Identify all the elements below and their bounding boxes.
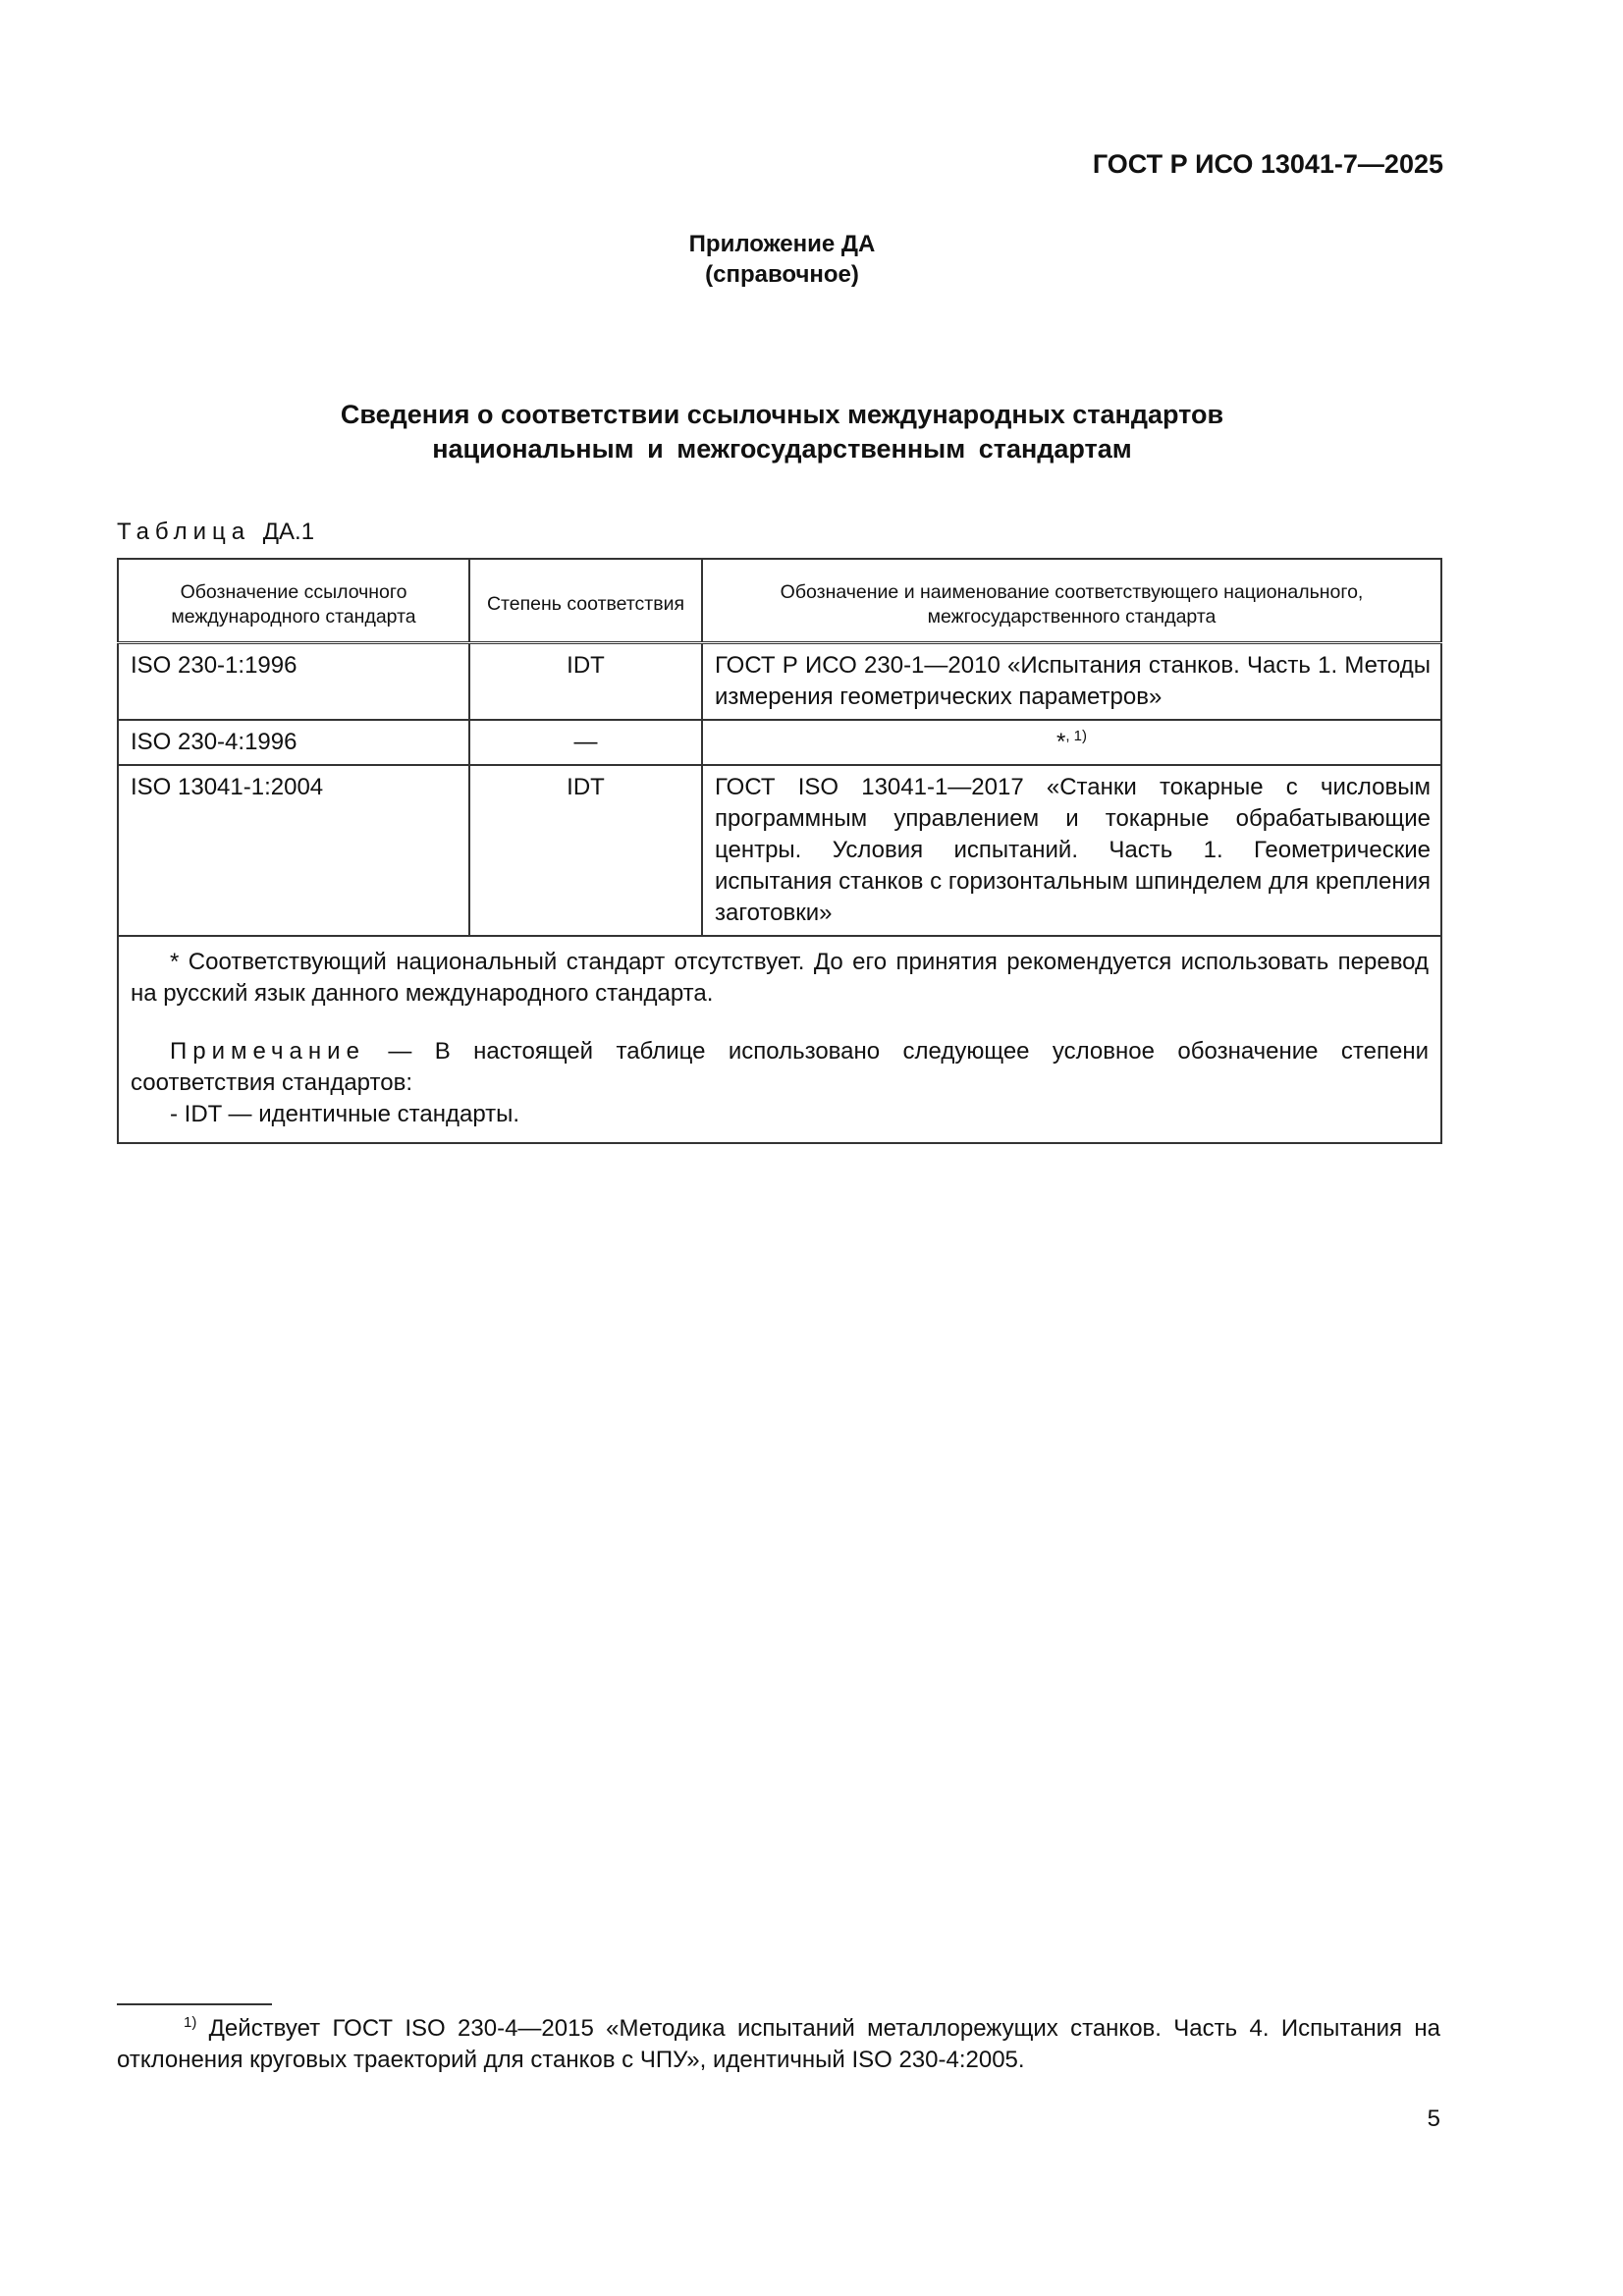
asterisk-mark: * [1055, 729, 1066, 755]
footnote-divider [117, 2003, 272, 2005]
annex-title-block [0, 229, 1564, 290]
cell-ref: ISO 230-1:1996 [118, 643, 469, 721]
table-row [118, 765, 1441, 936]
table-footer-row [118, 936, 1441, 1143]
cell-degree: IDT [469, 643, 702, 721]
cell-degree: IDT [469, 765, 702, 936]
page-footnote [117, 2013, 1440, 2076]
page-footnote-text: Действует ГОСТ ISO 230-4—2015 «Методика испытаний металлорежущих станков. Часть 4. Испытания на отклонения круговых траекторий для станков с ЧПУ», идентичный ISO 230-4:2005. [117, 2015, 1440, 2073]
table-header-row [118, 559, 1441, 643]
cell-national: ГОСТ ISO 13041-1—2017 «Станки токарные с числовым программным управлением и токарные обрабатывающие центры. Условия испытаний. Часть 1. Геометрические испытания станков с горизонтальным шпинделем для крепления заготовки» [702, 765, 1441, 936]
annex-subtitle: (справочное) [705, 261, 859, 288]
table-row [118, 720, 1441, 765]
document-code: ГОСТ Р ИСО 13041-7—2025 [1092, 149, 1443, 179]
page-number: 5 [1427, 2105, 1440, 2132]
cell-degree: — [469, 720, 702, 765]
note-text: — В настоящей таблице использовано следующее условное обозначение степени соответствия стандартов: [131, 1038, 1429, 1096]
note-label: Примечание [170, 1038, 365, 1065]
table-caption [117, 519, 314, 546]
footnote-ref-marker: , 1) [1065, 728, 1088, 744]
heading-line-1: Сведения о соответствии ссылочных международных стандартов [340, 400, 1224, 429]
standards-table [117, 558, 1440, 1144]
annex-title: Приложение ДА [688, 231, 876, 257]
table-caption-word: Таблица [117, 519, 251, 545]
heading-line-2: национальным и межгосударственным стандартам [432, 434, 1132, 464]
cell-ref: ISO 13041-1:2004 [118, 765, 469, 936]
cell-national: ГОСТ Р ИСО 230-1—2010 «Испытания станков. Часть 1. Методы измерения геометрических параметров» [702, 643, 1441, 721]
note-list-item: - IDT — идентичные стандарты. [170, 1101, 520, 1127]
table-grid [117, 558, 1442, 1144]
table-row [118, 643, 1441, 721]
column-header-degree: Степень соответствия [469, 559, 702, 643]
table-footnote: * Соответствующий национальный стандарт отсутствует. До его принятия рекомендуется использовать перевод на русский язык данного международного стандарта. [131, 949, 1429, 1007]
column-header-ref: Обозначение ссылочного международного стандарта [118, 559, 469, 643]
page-footnote-marker: 1) [184, 2014, 197, 2031]
section-heading [0, 398, 1564, 466]
cell-national [702, 720, 1441, 765]
table-note [131, 1036, 1429, 1099]
column-header-national: Обозначение и наименование соответствующего национального, межгосударственного стандарта [702, 559, 1441, 643]
table-caption-number: ДА.1 [262, 519, 315, 545]
table-footer [118, 936, 1441, 1143]
cell-ref: ISO 230-4:1996 [118, 720, 469, 765]
